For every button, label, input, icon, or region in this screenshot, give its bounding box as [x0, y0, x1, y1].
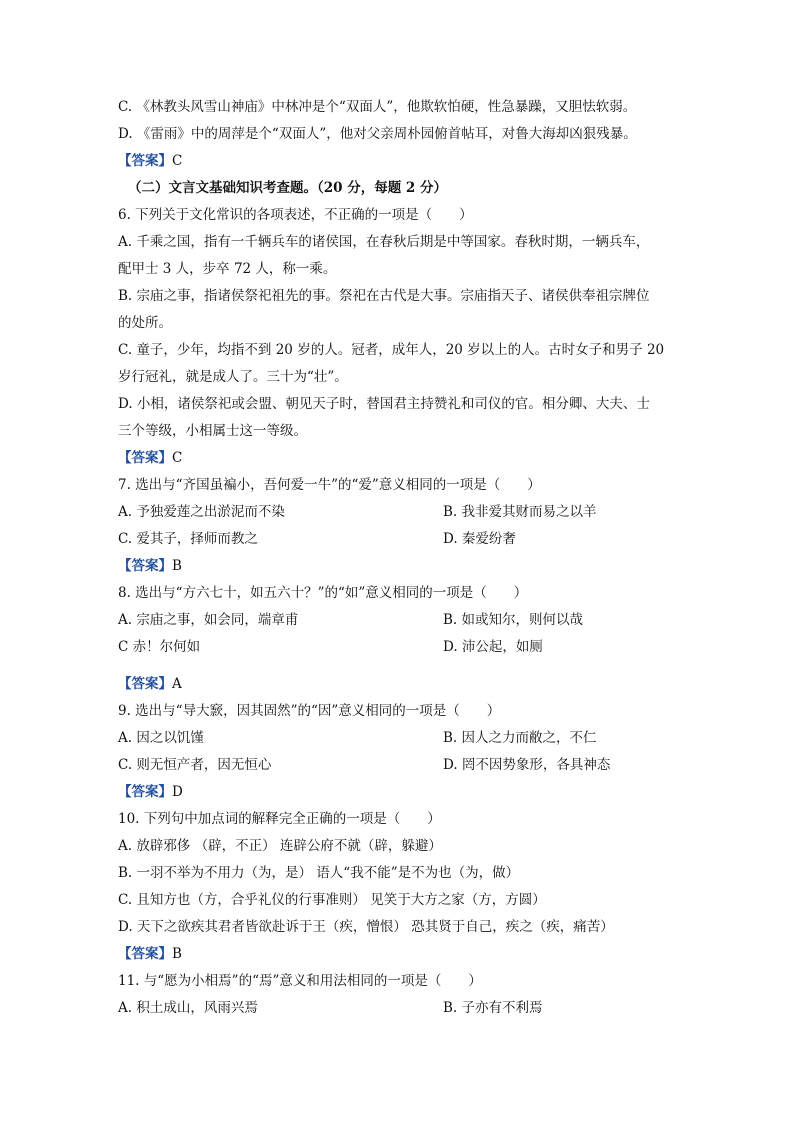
q6-option-c-line1: C. 童子，少年，均指不到 20 岁的人。冠者，成年人，20 岁以上的人。古时女子和男子 20 — [118, 342, 665, 358]
answer-label: 【答案】 — [118, 153, 172, 169]
q10-stem: 10. 下列句中加点词的解释完全正确的一项是（ ） — [118, 811, 441, 827]
q7-stem: 7. 选出与“齐国虽褊小，吾何爱一牛”的“爱”意义相同的一项是（ ） — [118, 477, 541, 493]
answer-label: 【答案】 — [118, 558, 172, 574]
q8-option-a: A. 宗庙之事，如会同，端章甫 — [118, 612, 299, 628]
q8-option-d: D. 沛公起，如厕 — [443, 639, 543, 655]
q9-option-c: C. 则无恒产者，因无恒心 — [118, 757, 272, 773]
q7-option-c: C. 爱其子，择师而教之 — [118, 531, 258, 547]
q9-options-row1 — [118, 725, 678, 752]
section-title: （二）文言文基础知识考查题。（20 分，每题 2 分） — [128, 180, 448, 196]
q8-options-row2 — [118, 634, 678, 661]
q11-option-b: B. 子亦有不利焉 — [443, 1000, 543, 1016]
q8-option-c: C 赤！尔何如 — [118, 639, 201, 655]
q6-option-a-line2: 配甲士 3 人，步卒 72 人，称一乘。 — [118, 261, 337, 277]
answer-label: 【答案】 — [118, 946, 172, 962]
q7-option-b: B. 我非爱其财而易之以羊 — [443, 504, 597, 520]
q6-stem: 6. 下列关于文化常识的各项表述，不正确的一项是（ ） — [118, 207, 473, 223]
q6-option-d-line1: D. 小相，诸侯祭祀或会盟、朝见天子时，替国君主持赞礼和司仪的官。相分卿、大夫、士 — [118, 396, 650, 412]
q8-options-row1 — [118, 607, 678, 634]
q10-option-a: A. 放辟邪侈 （辟，不正） 连辟公府不就（辟，躲避） — [118, 838, 442, 854]
prev-answer — [118, 148, 678, 175]
q6-option-c-line2: 岁行冠礼，就是成人了。三十为“壮”。 — [118, 369, 348, 385]
q11-options-row1 — [118, 995, 678, 1022]
answer-value: A — [172, 676, 182, 692]
q9-answer — [118, 779, 678, 806]
q10-answer — [118, 941, 678, 968]
q8-stem: 8. 选出与“方六七十，如五六十？”的“如”意义相同的一项是（ ） — [118, 585, 528, 601]
spacer — [118, 661, 678, 671]
q11-option-a: A. 积土成山，风雨兴焉 — [118, 1000, 258, 1016]
q6-option-b-line2: 的处所。 — [118, 315, 172, 331]
answer-value: C — [172, 153, 183, 169]
q7-options-row2 — [118, 526, 678, 553]
answer-value: D — [172, 784, 183, 800]
q9-option-d: D. 罔不因势象形，各具神态 — [443, 757, 611, 773]
q8-answer — [118, 671, 678, 698]
prev-option-c: C. 《林教头风雪山神庙》中林冲是个“双面人”，他欺软怕硬，性急暴躁，又胆怯软弱。 — [118, 99, 637, 115]
q9-option-a: A. 因之以饥馑 — [118, 730, 204, 746]
q7-option-a: A. 予独爱莲之出淤泥而不染 — [118, 504, 285, 520]
q7-options-row1 — [118, 499, 678, 526]
q6-option-d-line2: 三个等级，小相属士这一等级。 — [118, 423, 307, 439]
q9-options-row2 — [118, 752, 678, 779]
q10-option-c: C. 且知方也（方，合乎礼仪的行事准则） 见笑于大方之家（方，方圆） — [118, 892, 546, 908]
prev-option-d: D. 《雷雨》中的周萍是个“双面人”，他对父亲周朴园俯首帖耳，对鲁大海却凶狠残暴。 — [118, 126, 637, 142]
q7-answer — [118, 553, 678, 580]
q10-option-d: D. 天下之欲疾其君者皆欲赴诉于王（疾，憎恨） 恐其贤于自己，疾之（疾，痛苦） — [118, 919, 614, 935]
q7-option-d: D. 秦爱纷奢 — [443, 531, 516, 547]
answer-label: 【答案】 — [118, 450, 172, 466]
q10-option-b: B. 一羽不举为不用力（为，是） 语人“我不能”是不为也（为，做） — [118, 865, 520, 881]
q6-option-b-line1: B. 宗庙之事，指诸侯祭祀祖先的事。祭祀在古代是大事。宗庙指天子、诸侯供奉祖宗牌位 — [118, 288, 650, 304]
q6-option-a-line1: A. 千乘之国，指有一千辆兵车的诸侯国，在春秋后期是中等国家。春秋时期，一辆兵车， — [118, 234, 650, 250]
answer-label: 【答案】 — [118, 784, 172, 800]
answer-value: B — [172, 558, 182, 574]
q8-option-b: B. 如或知尔，则何以哉 — [443, 612, 584, 628]
q6-answer — [118, 445, 678, 472]
q9-stem: 9. 选出与“导大窾，因其固然”的“因”意义相同的一项是（ ） — [118, 703, 501, 719]
answer-value: C — [172, 450, 183, 466]
answer-value: B — [172, 946, 182, 962]
q9-option-b: B. 因人之力而敝之，不仁 — [443, 730, 597, 746]
q11-stem: 11. 与“愿为小相焉”的“焉”意义和用法相同的一项是（ ） — [118, 973, 482, 989]
document-content — [118, 94, 678, 1022]
answer-label: 【答案】 — [118, 676, 172, 692]
